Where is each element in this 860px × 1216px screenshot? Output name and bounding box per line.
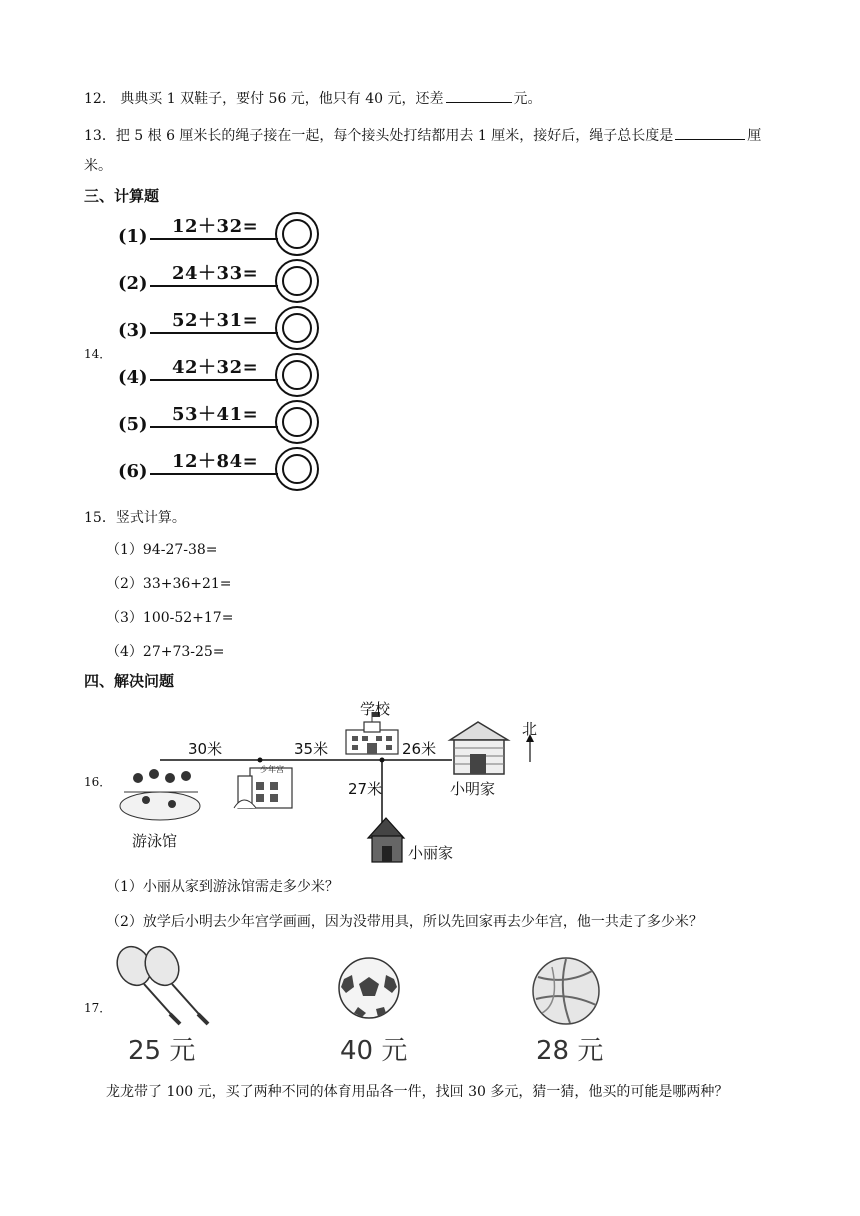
calc-row	[110, 212, 330, 258]
question-12	[84, 88, 542, 109]
question-number: 17．	[84, 1001, 112, 1015]
calc-row	[110, 353, 330, 399]
badminton-racket-icon	[112, 944, 222, 1026]
q15-item: （3）100-52+17=	[106, 610, 234, 626]
school-label: 学校	[360, 700, 391, 718]
question-number: 16．	[84, 775, 112, 789]
calc-index: (2)	[118, 273, 148, 294]
calc-expression: 53＋41=	[172, 404, 259, 425]
q15-item: （2）33+36+21=	[106, 576, 232, 592]
calc-index: (5)	[118, 414, 148, 435]
calc-index: (6)	[118, 461, 148, 482]
north-label: 北	[522, 720, 538, 738]
answer-circle[interactable]	[275, 353, 319, 397]
answer-circle-inner	[282, 219, 312, 249]
question-text-end: 厘	[747, 128, 762, 144]
answer-circle[interactable]	[275, 212, 319, 256]
question-text: 典典买 1 双鞋子，要付 56 元，他只有 40 元，还差	[120, 91, 444, 107]
distance-label: 26米	[402, 740, 437, 758]
volleyball-icon	[530, 955, 602, 1027]
price-label: 40 元	[340, 1036, 408, 1066]
route-map	[110, 696, 570, 866]
question-13	[84, 125, 761, 146]
home-label: 小丽家	[408, 844, 454, 862]
house-icon	[450, 722, 508, 774]
calc-index: (3)	[118, 320, 148, 341]
price-label: 25 元	[128, 1036, 196, 1066]
question-13-cont: 米。	[84, 158, 112, 174]
section-heading: 四、解决问题	[84, 672, 175, 690]
underline	[150, 238, 278, 240]
palace-label: 少年宫	[260, 765, 284, 774]
calc-expression: 42＋32=	[172, 357, 259, 378]
answer-circle[interactable]	[275, 306, 319, 350]
pool-label: 游泳馆	[132, 832, 178, 850]
section-heading: 三、计算题	[84, 187, 160, 205]
question-17-text: 龙龙带了 100 元，买了两种不同的体育用品各一件，找回 30 多元，猜一猜，他买的可能是哪两种？	[106, 1084, 729, 1100]
answer-circle[interactable]	[275, 447, 319, 491]
calc-row	[110, 306, 330, 352]
calc-row	[110, 447, 330, 493]
distance-label: 30米	[188, 740, 223, 758]
question-text-end: 元。	[513, 91, 542, 107]
q15-item: （1）94-27-38=	[106, 542, 218, 558]
question-number: 14．	[84, 347, 112, 361]
calc-expression: 52＋31=	[172, 310, 259, 331]
answer-circle-inner	[282, 266, 312, 296]
question-text: 13．把 5 根 6 厘米长的绳子接在一起，每个接头处打结都用去 1 厘米，接好后，绳子总长度是	[84, 128, 674, 144]
answer-circle-inner	[282, 454, 312, 484]
question-number: 12．	[84, 91, 116, 107]
question-15-title: 15．竖式计算。	[84, 510, 186, 526]
answer-circle[interactable]	[275, 259, 319, 303]
q15-item: （4）27+73-25=	[106, 644, 225, 660]
answer-circle-inner	[282, 407, 312, 437]
home-label: 小明家	[450, 780, 496, 798]
answer-circle-inner	[282, 313, 312, 343]
calc-row	[110, 400, 330, 446]
q16-subquestion: （2）放学后小明去少年宫学画画，因为没带用具，所以先回家再去少年宫，他一共走了多少米？	[106, 914, 703, 930]
answer-circle-inner	[282, 360, 312, 390]
answer-blank[interactable]	[446, 88, 512, 103]
calc-expression: 12＋32=	[172, 216, 259, 237]
price-label: 28 元	[536, 1036, 604, 1066]
distance-label: 27米	[348, 780, 383, 798]
underline	[150, 332, 278, 334]
soccer-ball	[336, 955, 402, 1021]
answer-circle[interactable]	[275, 400, 319, 444]
underline	[150, 379, 278, 381]
house-icon	[368, 818, 404, 862]
calc-expression: 12＋84=	[172, 451, 259, 472]
calc-index: (4)	[118, 367, 148, 388]
underline	[150, 473, 278, 475]
q16-subquestion: （1）小丽从家到游泳馆需走多少米？	[106, 879, 339, 895]
calc-row	[110, 259, 330, 305]
underline	[150, 426, 278, 428]
swimming-pool-icon	[120, 769, 200, 820]
route-map-drawing	[110, 696, 570, 866]
badminton-rackets	[112, 944, 222, 1026]
soccer-ball-icon	[336, 955, 402, 1021]
calc-expression: 24＋33=	[172, 263, 259, 284]
calc-index: (1)	[118, 226, 148, 247]
distance-label: 35米	[294, 740, 329, 758]
underline	[150, 285, 278, 287]
volleyball	[530, 955, 602, 1027]
answer-blank[interactable]	[675, 125, 745, 140]
